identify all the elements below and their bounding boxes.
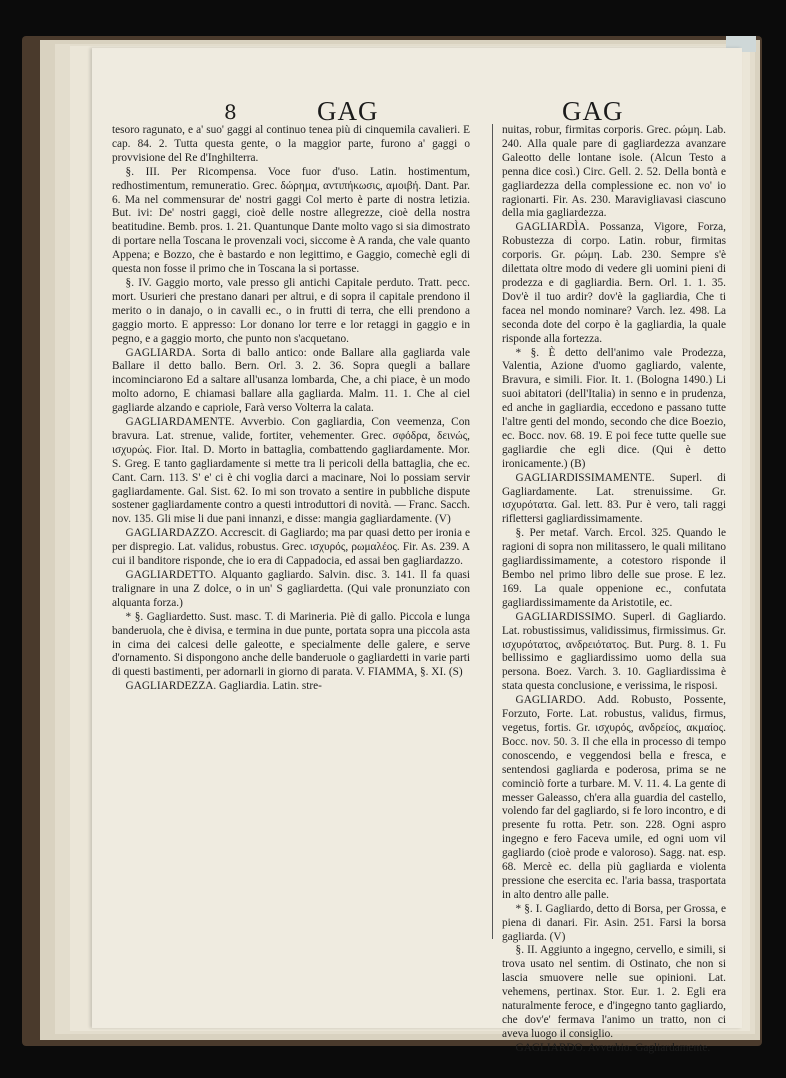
guide-word-right: GAG bbox=[562, 96, 624, 126]
dictionary-entry: GAGLIARDAZZO. Accrescit. di Gagliardo; ma par quasi detto per ironia e per dispregio. Lat. validus, robustus. Grec. ισχυρός, ρωμαλέος. Fir. As. 239. A cui il banditore risponde, che io era di Cappadocia, ed assai ben gagliardazzo. bbox=[112, 527, 470, 568]
dictionary-entry: §. Per metaf. Varch. Ercol. 325. Quando le ragioni di sopra non militassero, le quali militano gagliardissimamente, a cotestoro risponde il Bembo nel primo libro delle sue prose. E lez. 169. La quale oppenione ec., confutata gagliardissimamente da Aristotile, ec. bbox=[502, 527, 726, 609]
dictionary-entry: nuitas, robur, firmitas corporis. Grec. ρώμη. Lab. 240. Alla quale pare di gagliardezza avanzare Galeotto delle lontane isole. (Alcun Testo a penna dice così.) Circ. Gell. 2. 52. Della bontà e gagliardezza della complessione ec. non vo' io ragionarti. Fir. As. 230. Maravigliavasi ciascuno della mia gagliardezza. bbox=[502, 124, 726, 220]
dictionary-entry: GAGLIARDISSIMO. Superl. di Gagliardo. Lat. robustissimus, validissimus, firmissimus. Gr. ισχυρότατος, ανδρειότατος. But. Purg. 8. 1. Fu bellissimo e gagliardissimo uomo della sua persona. Boez. Varch. 3. 10. Gagliardissima è stata questa conclusione, e verissima, le risposi. bbox=[502, 610, 726, 693]
dictionary-entry: GAGLIARDÌA. Possanza, Vigore, Forza, Robustezza di corpo. Latin. robur, firmitas corporis. Gr. ρώμη. Lab. 230. Sempre s'è dilettata oltre modo di vedere gli uomini pieni di prodezza e di gagliardia. Bern. Orl. 1. 1. 35. Dov'è il tuo ardir? dov'è la gagliardia, Che ti facea nel mondo nominare? Varch. lez. 498. La seconda dote del corpo è la gagliardia, la quale risponde alla fortezza. bbox=[502, 221, 726, 345]
dictionary-entry: tesoro ragunato, e a' suo' gaggi al continuo tenea più di cinquemila cavalieri. E cap. 84. 2. Tutta questa gente, o la maggior parte, furono a' gaggi o provvisione del Re d'Inghilterra. bbox=[112, 124, 470, 164]
dictionary-entry: * §. Gagliardetto. Sust. masc. T. di Marineria. Piè di gallo. Piccola e lunga banderuola, che è divisa, e termina in due punte, portata sopra una piccola asta in cima dei calcesi delle galeotte, e specialmente delle galere, e serve d'ornamento. Si dispongono anche delle banderuole o gagliardetti in varie parti di questi bastimenti, per adornarli in giorno di parata. V. FIAMMA, §. XI. (S) bbox=[112, 610, 470, 679]
dictionary-entry: * §. I. Gagliardo, detto di Borsa, per Grossa, e piena di danari. Fir. Asin. 251. Farsi la borsa gagliarda. (V) bbox=[502, 902, 726, 943]
column-divider bbox=[492, 124, 493, 939]
dictionary-entry: GAGLIARDA. Sorta di ballo antico: onde Ballare alla gagliarda vale Ballare il detto ballo. Bern. Orl. 3. 2. 36. Sopra quegli a ballare incominciarono Ed a saltare all'usanza lombarda, Che, a chi piace, è un modo molto adorno, E chiamasi ballare alla gagliarda. Malm. 11. 1. Che al ciel gagliarde alzando e capriole, Farà verso Volterra la calata. bbox=[112, 346, 470, 415]
dictionary-entry: GAGLIARDEZZA. Gagliardia. Latin. stre- bbox=[125, 680, 322, 693]
dictionary-entry: §. II. Aggiunto a ingegno, cervello, e simili, si trova usato nel sentim. di Ostinato, che non si lascia smuovere nelle sue opinioni. Lat. vehemens, pertinax. Stor. Eur. 1. 2. Egli era naturalmente feroce, e d'ingegno tanto gagliardo, che dov'e' fermava l'animo un tratto, non ci aveva luogo il consiglio. bbox=[502, 944, 726, 1040]
dictionary-entry: GAGLIARDO. Avverbio. Gagliardamente. bbox=[515, 1041, 711, 1054]
guide-word-left: GAG bbox=[317, 96, 379, 126]
dictionary-entry: GAGLIARDAMENTE. Avverbio. Con gagliardia, Con veemenza, Con bravura. Lat. strenue, valide, fortiter, vehementer. Grec. σφόδρα, δεινώς, ισχυρώς. Fior. Ital. D. Morto in battaglia, combattendo gagliardamente. Mor. S. Greg. E tanto gagliardamente si mette tra li pericoli della battaglia, che ec. Cant. Carn. 113. S' e' ci è chi voglia darci a macinare, Noi lo possiam servir gagliardamente. Gal. Sist. 62. Io mi son trovato a sentire in pubbliche dispute sostener gagliardamente contro a questi introduttori di novità. — Franc. Sacch. nov. 135. Gli mise li due pani innanzi, e disse: mangia gagliardamente. (V) bbox=[112, 416, 470, 526]
right-column bbox=[502, 124, 726, 1056]
dictionary-entry: §. IV. Gaggio morto, vale presso gli antichi Capitale perduto. Tratt. pecc. mort. Usurieri che prestano danari per altrui, e di sopra il capitale prendono il merito o in danajo, o in cavalli ec., o in frutti di terra, che elli prendono a gaggio morto. E appresso: Lor donano lor terre e lor retaggi in gaggio e in pegno, e a gaggio morto, che punto non s'acquetano. bbox=[112, 276, 470, 345]
dictionary-entry: * §. È detto dell'animo vale Prodezza, Valentia, Azione d'uomo gagliardo, valente, Bravura, e simili. Fior. It. 1. (Bologna 1490.) Li suoi abitatori (dell'Italia) in senno e in prudenza, ed anche in gagliardia, eccedono e passano tutte l'altre genti del mondo, secondo che dice Boezio, ec. Bocc. nov. 68. 19. E poi fece tutte quelle sue gagliardie che egli dice. (Qui è detto ironicamente.) (B) bbox=[502, 346, 726, 470]
dictionary-entry: GAGLIARDO. Add. Robusto, Possente, Forzuto, Forte. Lat. robustus, validus, firmus, vegetus, fortis. Gr. ισχυρός, ανδρείος, ακμαίος. Bocc. nov. 50. 3. Il che ella in processo di tempo conoscendo, e veggendosi bella e fresca, e sentendosi gagliarda e poderosa, prima se ne cominciò forte a turbare. M. V. 11. 4. La gente di messer Galeasso, ch'era alla guardia del castello, volendo far del gagliardo, si fe loro incontro, e di presente fu rotta. Petr. son. 228. Ogni aspro ingegno e fero Faceva umile, ed ogni uom vil gagliardo (cioè prode e valoroso). Sagg. nat. esp. 68. Mercè ec. della più gagliarda e violenta pressione che esercita ec. l'aria bassa, trasportata in alto dentro alle palle. bbox=[502, 694, 726, 901]
left-column bbox=[112, 124, 470, 694]
dictionary-entry: GAGLIARDETTO. Alquanto gagliardo. Salvin. disc. 3. 141. Il fa quasi tralignare in una Z dolce, o in un' S gagliardetta. (Qui vale pronunziato con alquanta forza.) bbox=[112, 569, 470, 609]
page-number: 8 bbox=[224, 100, 237, 124]
dictionary-entry: §. III. Per Ricompensa. Voce fuor d'uso. Latin. hostimentum, redhostimentum, remuneratio. Grec. δώρημα, αντιπήκωσις, αμοιβή. Dant. Par. 6. Ma nel commensurar de' nostri gaggi Col merto è parte di nostra letizia. But. ivi: De' nostri gaggi, cioè delle nostre allegrezze, cioè della nostra beatitudine. Bemb. pros. 1. 21. Quantunque Dante molto vago si sia dimostrato di portare nella Toscana le provenzali voci, siccome è A randa, che vale quanto Appena; e Bozzo, che è bastardo e non legittimo, e Gaggio, comechè egli di questa non fosse il primo che in Toscana la si portasse. bbox=[112, 165, 470, 276]
dictionary-entry: GAGLIARDISSIMAMENTE. Superl. di Gagliardamente. Lat. strenuissime. Gr. ισχυρότατα. Gal. lett. 83. Pur è vero, tali raggi riflettersi gagliardissimamente. bbox=[502, 471, 726, 526]
